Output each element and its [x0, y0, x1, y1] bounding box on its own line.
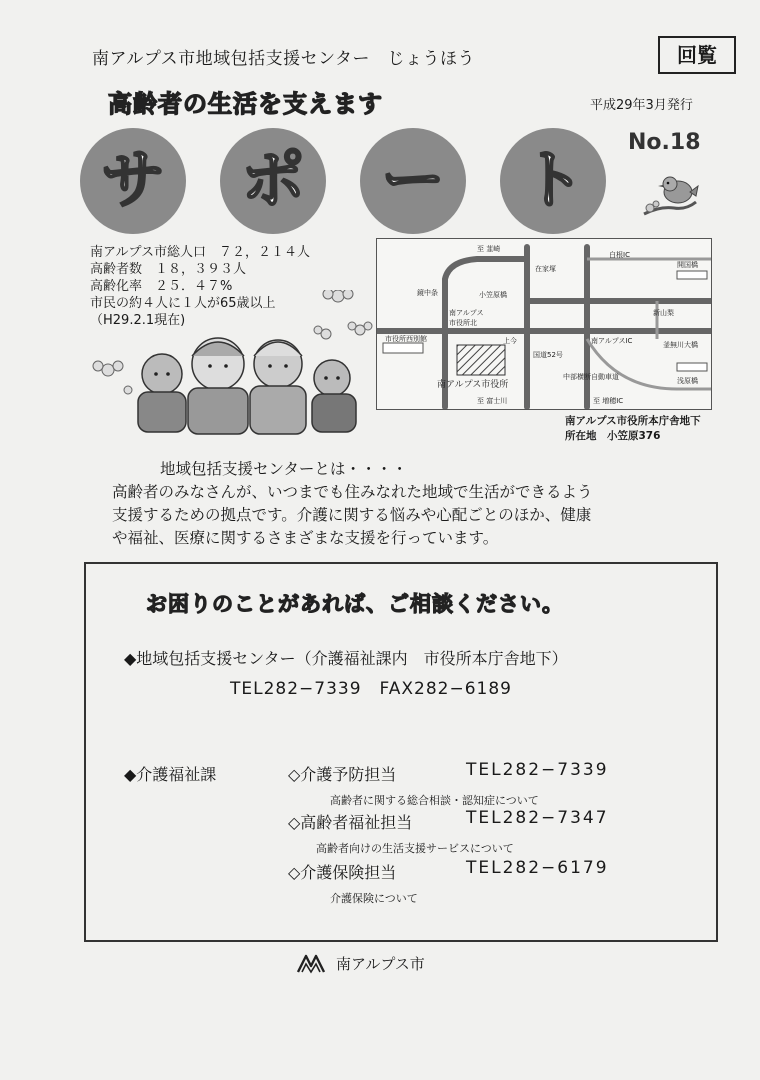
bird-illustration-icon: [640, 168, 700, 220]
city-logo-icon: [296, 952, 326, 974]
title-char: ー: [381, 144, 445, 218]
map-label: 市役所西別館: [385, 335, 427, 343]
map-label: 在家塚: [535, 265, 556, 273]
map-caption: [565, 414, 701, 444]
stat-date: （H29.2.1現在): [90, 313, 186, 328]
map-label: 新山梨: [653, 309, 674, 317]
map-label: 中部横断自動車道: [563, 373, 619, 381]
city-name: 南アルプス市: [336, 954, 425, 973]
map-label: 小笠原橋: [479, 291, 507, 299]
contact-note: 高齢者向けの生活支援サービスについて: [316, 842, 514, 855]
contact-label: ◇介護保険担当: [288, 863, 397, 882]
center-name: ◆地域包括支援センター（介護福祉課内 市役所本庁舎地下）: [124, 649, 568, 668]
issue-number: No.18: [628, 130, 701, 155]
map-label: 白根IC: [609, 251, 630, 259]
map-label: 南アルプスIC: [591, 337, 633, 345]
intro-text: [112, 458, 732, 550]
contact-tel: TEL282−7347: [466, 808, 609, 828]
publisher-title: 南アルプス市地域包括支援センター じょうほう: [92, 49, 475, 69]
stat-total-population: 南アルプス市総人口 ７２，２１４人: [90, 245, 310, 260]
map-roads: [377, 239, 711, 409]
newsletter-subtitle: 高齢者の生活を支えます: [108, 90, 383, 118]
contact-label: ◇介護予防担当: [288, 765, 397, 784]
intro-heading: 地域包括支援センターとは・・・・: [160, 460, 408, 478]
map-label: 南アルプス市役所: [437, 380, 509, 390]
contact-heading: お困りのことがあれば、ご相談ください。: [146, 592, 564, 616]
title-char: サ: [101, 144, 165, 218]
contact-note: 高齢者に関する総合相談・認知症について: [330, 794, 539, 807]
contact-label: ◇高齢者福祉担当: [288, 813, 413, 832]
intro-line: 高齢者のみなさんが、いつまでも住みなれた地域で生活ができるよう: [112, 483, 593, 501]
title-circle: [500, 128, 606, 234]
circulation-stamp: 回覧: [658, 36, 736, 74]
department-name: ◆介護福祉課: [124, 765, 217, 784]
center-tel-fax: TEL282−7339 FAX282−6189: [230, 679, 513, 699]
map-label: 国道52号: [533, 351, 563, 359]
map-label: 至 増穂IC: [593, 397, 624, 405]
map-label: 浅原橋: [677, 377, 698, 385]
intro-line: や福祉、医療に関するさまざまな支援を行っています。: [112, 529, 499, 547]
elderly-family-illustration-icon: [120, 330, 360, 435]
map-label: 上今: [503, 337, 517, 345]
stat-ratio: 市民の約４人に１人が65歳以上: [90, 296, 276, 311]
contact-tel: TEL282−6179: [466, 858, 609, 878]
title-char: ト: [521, 144, 585, 218]
contact-box: [84, 562, 718, 942]
map-label: 南アルプス: [449, 309, 484, 317]
title-char: ポ: [241, 144, 305, 218]
office-location: 南アルプス市役所本庁舎地下: [565, 415, 701, 427]
title-circle: [360, 128, 466, 234]
stat-aging-rate: 高齢化率 ２５．４７%: [90, 279, 233, 294]
map-label: 釜無川大橋: [663, 341, 698, 349]
issue-date: 平成29年3月発行: [590, 98, 693, 113]
title-circle: [220, 128, 326, 234]
contact-tel: TEL282−7339: [466, 760, 609, 780]
contact-note: 介護保険について: [330, 892, 418, 905]
map-label: 鏡中条: [417, 289, 438, 297]
location-map: [376, 238, 712, 410]
map-label: 至 韮崎: [477, 245, 501, 253]
newsletter-title: [80, 128, 620, 240]
title-circle: [80, 128, 186, 234]
intro-line: 支援するための拠点です。介護に関する悩みや心配ごとのほか、健康: [112, 506, 592, 524]
stat-elderly-count: 高齢者数 １８，３９３人: [90, 262, 247, 277]
map-label: 市役所北: [449, 319, 477, 327]
footer: [296, 948, 425, 978]
map-label: 開国橋: [677, 261, 698, 269]
city-office-building: [457, 345, 505, 375]
map-label: 至 富士川: [477, 397, 508, 405]
office-address: 所在地 小笠原376: [565, 430, 661, 442]
